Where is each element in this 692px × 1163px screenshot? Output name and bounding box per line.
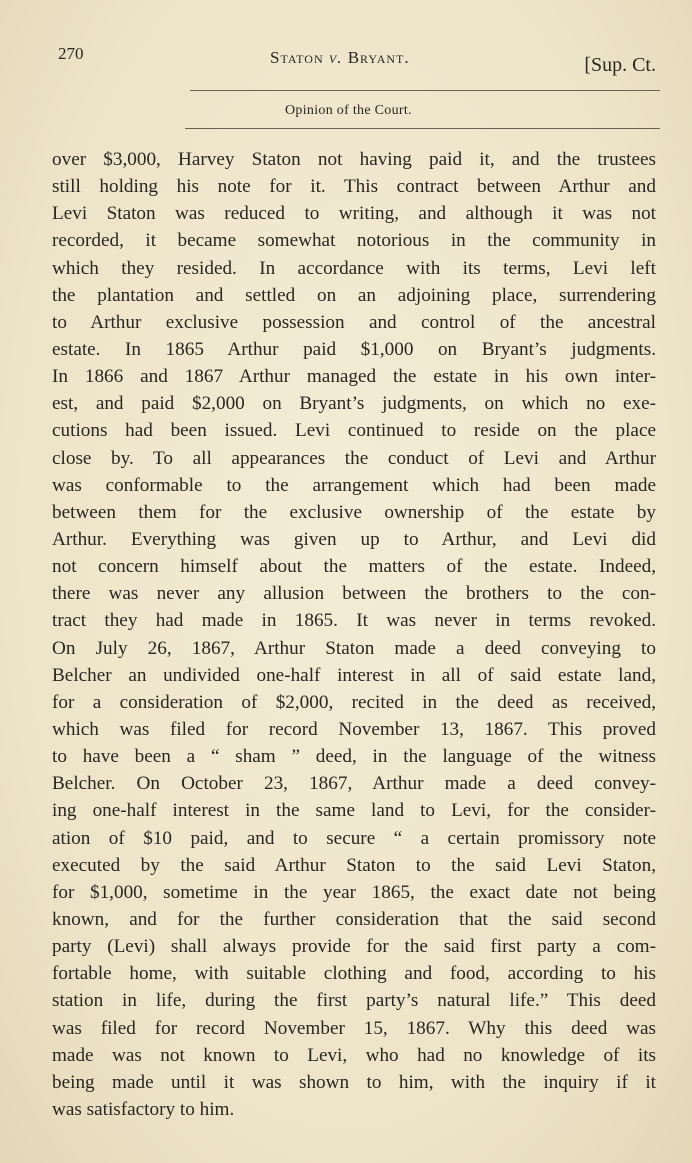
text-line: for a consideration of $2,000, recited in the deed as received, (52, 691, 656, 713)
running-title-right: Bryant. (347, 48, 410, 67)
text-line: which was filed for record November 13, 1867. This proved (52, 718, 656, 740)
header-rule-bottom (185, 128, 660, 129)
text-line: the plantation and settled on an adjoining place, surrendering (52, 284, 656, 306)
section-subheading: Opinion of the Court. (285, 103, 412, 118)
text-line: close by. To all appearances the conduct of Levi and Arthur (52, 447, 656, 469)
header-rule-top (190, 90, 660, 91)
text-line: fortable home, with suitable clothing and food, according to his (52, 963, 656, 985)
text-line: party (Levi) shall always provide for the said first party a com- (52, 936, 656, 958)
text-line: being made until it was shown to him, with the inquiry if it (52, 1071, 656, 1093)
text-line: over $3,000, Harvey Staton not having paid it, and the trustees (52, 149, 656, 170)
text-line: executed by the said Arthur Staton to the said Levi Staton, (52, 854, 656, 876)
text-line: est, and paid $2,000 on Bryant’s judgments, on which no exe- (52, 393, 656, 415)
text-line: In 1866 and 1867 Arthur managed the estate in his own inter- (52, 366, 656, 388)
text-line: for $1,000, sometime in the year 1865, the exact date not being (52, 881, 656, 903)
text-line: to Arthur exclusive possession and control of the ancestral (52, 311, 656, 333)
text-line: Belcher. On October 23, 1867, Arthur made a deed convey- (52, 773, 656, 795)
opinion-body-text (52, 146, 656, 1123)
text-line: was conformable to the arrangement which had been made (52, 474, 656, 496)
running-title (270, 48, 410, 68)
text-line: still holding his note for it. This contract between Arthur and (52, 176, 656, 198)
page-header (58, 44, 658, 84)
text-line: which they resided. In accordance with its terms, Levi left (52, 257, 656, 279)
text-line: station in life, during the first party’s natural life.” This deed (52, 990, 656, 1012)
text-line: known, and for the further consideration that the said second (52, 908, 656, 930)
text-line: recorded, it became somewhat notorious in the community in (52, 230, 656, 252)
text-line: ing one-half interest in the same land to Levi, for the consider- (52, 800, 656, 822)
text-line: there was never any allusion between the brothers to the con- (52, 583, 656, 605)
text-line: estate. In 1865 Arthur paid $1,000 on Bryant’s judgments. (52, 338, 656, 360)
text-line: not concern himself about the matters of the estate. Indeed, (52, 556, 656, 578)
text-line: ation of $10 paid, and to secure “ a certain promissory note (52, 827, 656, 849)
page-number: 270 (58, 44, 84, 63)
text-line: On July 26, 1867, Arthur Staton made a deed conveying to (52, 637, 656, 659)
text-line: between them for the exclusive ownership of the estate by (52, 501, 656, 523)
text-line: was filed for record November 15, 1867. Why this deed was (52, 1017, 656, 1039)
text-line: Levi Staton was reduced to writing, and although it was not (52, 203, 656, 225)
court-designation: [Sup. Ct. (584, 54, 656, 76)
text-line: was satisfactory to him. (52, 1098, 235, 1120)
running-title-left: Staton (270, 48, 324, 67)
text-line: Arthur. Everything was given up to Arthur, and Levi did (52, 528, 656, 550)
text-line: to have been a “ sham ” deed, in the language of the witness (52, 746, 656, 768)
text-line: cutions had been issued. Levi continued to reside on the place (52, 420, 656, 442)
text-line: Belcher an undivided one-half interest in all of said estate land, (52, 664, 656, 686)
text-line: made was not known to Levi, who had no knowledge of its (52, 1044, 656, 1066)
running-title-v: v. (328, 48, 343, 67)
text-line: tract they had made in 1865. It was never in terms revoked. (52, 610, 656, 632)
